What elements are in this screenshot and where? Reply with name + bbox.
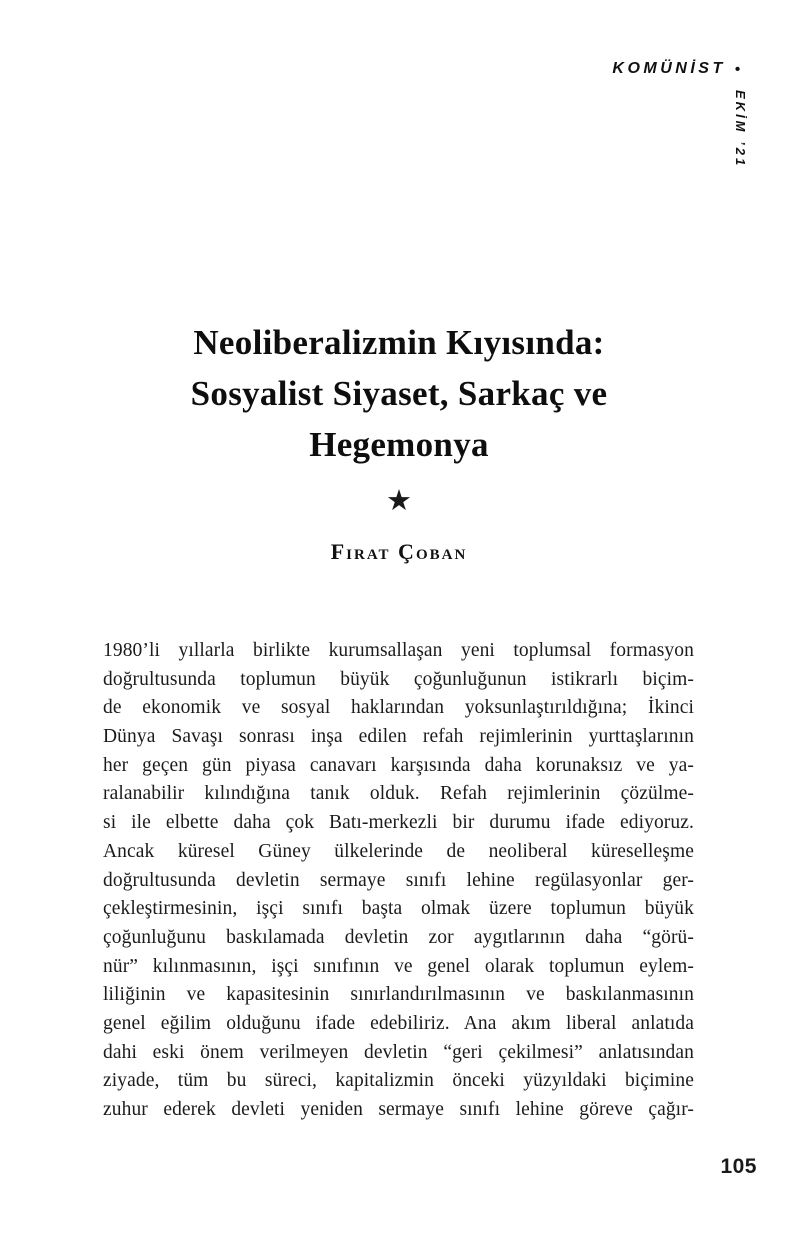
body-line: Ancak küresel Güney ülkelerinde de neoliberal küreselleşme [103, 840, 694, 862]
article-title-line: Neoliberalizmin Kıyısında: [193, 323, 605, 362]
page-number: 105 [720, 1155, 757, 1178]
body-line: doğrultusunda toplumun büyük çoğunluğunun istikrarlı biçim- [103, 668, 694, 690]
body-line: Dünya Savaşı sonrası inşa edilen refah rejimlerinin yurttaşlarının [103, 726, 694, 748]
body-line: çoğunluğunu baskılamada devletin zor aygıtlarının daha “görü- [103, 926, 694, 948]
bullet-separator-icon: • [734, 60, 740, 78]
body-line: doğrultusunda devletin sermaye sınıfı lehine regülasyonlar ger- [103, 869, 694, 891]
body-line: genel eğilim olduğunu ifade edebiliriz. Ana akım liberal anlatıda [103, 1012, 694, 1034]
body-line: nür” kılınmasının, işçi sınıfının ve genel olarak toplumun eylem- [103, 955, 694, 977]
star-icon: ★ [386, 485, 412, 517]
body-line: 1980’li yıllarla birlikte kurumsallaşan yeni toplumsal formasyon [103, 640, 694, 661]
body-line: ziyade, tüm bu süreci, kapitalizmin önceki yüzyıldaki biçimine [103, 1070, 694, 1092]
body-line: si ile elbette daha çok Batı-merkezli bir durumu ifade ediyoruz. [103, 812, 694, 834]
body-line: her geçen gün piyasa canavarı karşısında daha korunaksız ve ya- [103, 754, 694, 776]
body-line: de ekonomik ve sosyal haklarından yoksunlaştırıldığına; İkinci [103, 697, 694, 719]
issue-date: EKİM ’21 [733, 90, 748, 169]
author-name: Fırat Çoban [330, 539, 468, 564]
article-title-line: Hegemonya [309, 425, 489, 464]
body-line: liliğinin ve kapasitesinin sınırlandırılmasının ve baskılanmasının [103, 984, 694, 1006]
body-line: çekleştirmesinin, işçi sınıfı başta olmak üzere toplumun büyük [103, 898, 694, 920]
masthead [612, 60, 740, 78]
journal-name: KOMÜNİST [612, 60, 726, 77]
article-body [103, 637, 694, 1125]
body-line: dahi eski önem verilmeyen devletin “geri çekilmesi” anlatısından [103, 1041, 694, 1063]
article-title-line: Sosyalist Siyaset, Sarkaç ve [190, 374, 608, 413]
article-title [100, 317, 698, 470]
body-line: zuhur ederek devleti yeniden sermaye sınıfı lehine göreve çağır- [103, 1099, 694, 1120]
body-line: ralanabilir kılındığına tanık olduk. Refah rejimlerinin çözülme- [103, 783, 694, 805]
